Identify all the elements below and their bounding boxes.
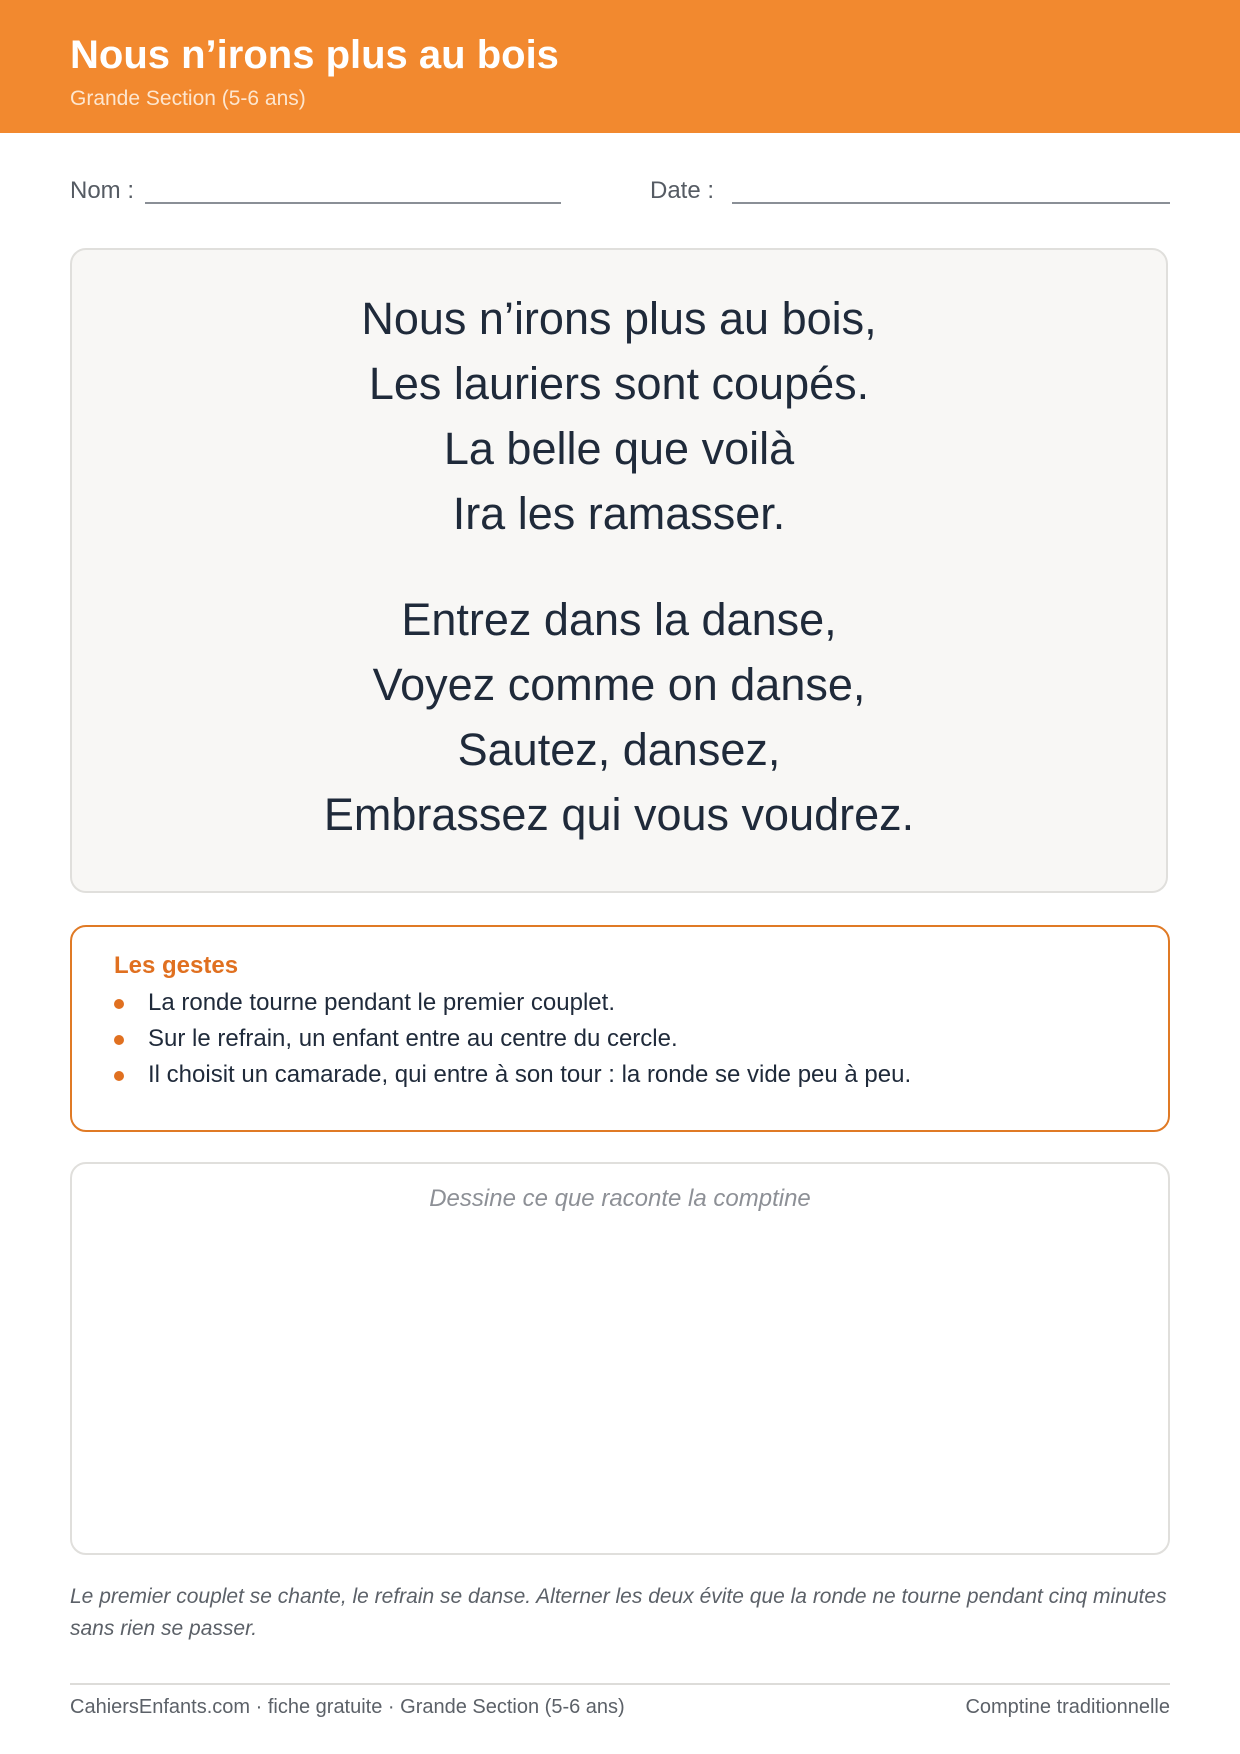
poem-verse: La belle que voilà (443, 423, 795, 474)
gestures-box (70, 925, 1170, 1132)
date-label: Date : (650, 177, 715, 204)
bullet-icon (114, 1071, 124, 1081)
footer-source: CahiersEnfants.com · fiche gratuite · Grande Section (5-6 ans) (70, 1696, 625, 1718)
drawing-area[interactable] (70, 1162, 1170, 1555)
name-field[interactable] (145, 202, 561, 204)
gesture-item (114, 985, 911, 1021)
drawing-caption: Dessine ce que raconte la comptine (429, 1185, 811, 1212)
name-label: Nom : (70, 177, 135, 204)
poem-verse: Entrez dans la danse, (401, 594, 837, 645)
page-subtitle: Grande Section (5-6 ans) (70, 87, 306, 110)
gestures-title: Les gestes (114, 952, 239, 979)
page-title: Nous n’irons plus au bois (70, 33, 559, 77)
poem-verse: Sautez, dansez, (457, 724, 781, 775)
gesture-text: La ronde tourne pendant le premier couplet. (148, 989, 615, 1016)
bullet-icon (114, 999, 124, 1009)
poem-verse: Embrassez qui vous voudrez. (323, 789, 915, 840)
gesture-item (114, 1021, 911, 1057)
gesture-text: Sur le refrain, un enfant entre au centre du cercle. (148, 1025, 678, 1052)
poem-box (70, 248, 1168, 893)
poem-verse: Voyez comme on danse, (372, 659, 866, 710)
footer-category: Comptine traditionnelle (965, 1696, 1170, 1718)
bullet-icon (114, 1035, 124, 1045)
gesture-item (114, 1057, 911, 1093)
gestures-list (114, 985, 911, 1093)
poem-refrain (72, 587, 1166, 847)
poem-verse: Nous n’irons plus au bois, (361, 293, 877, 344)
gesture-text: Il choisit un camarade, qui entre à son tour : la ronde se vide peu à peu. (148, 1061, 912, 1088)
poem-verse: Les lauriers sont coupés. (368, 358, 870, 409)
date-field[interactable] (732, 202, 1170, 204)
teacher-note: Le premier couplet se chante, le refrain se danse. Alterner les deux évite que la ronde ne tourne pendant cinq minutes sans rien se passer. (70, 1585, 1167, 1640)
poem-verse: Ira les ramasser. (452, 488, 786, 539)
poem-couplet (72, 286, 1166, 546)
footer-divider (70, 1683, 1170, 1685)
page-header (0, 0, 1240, 133)
